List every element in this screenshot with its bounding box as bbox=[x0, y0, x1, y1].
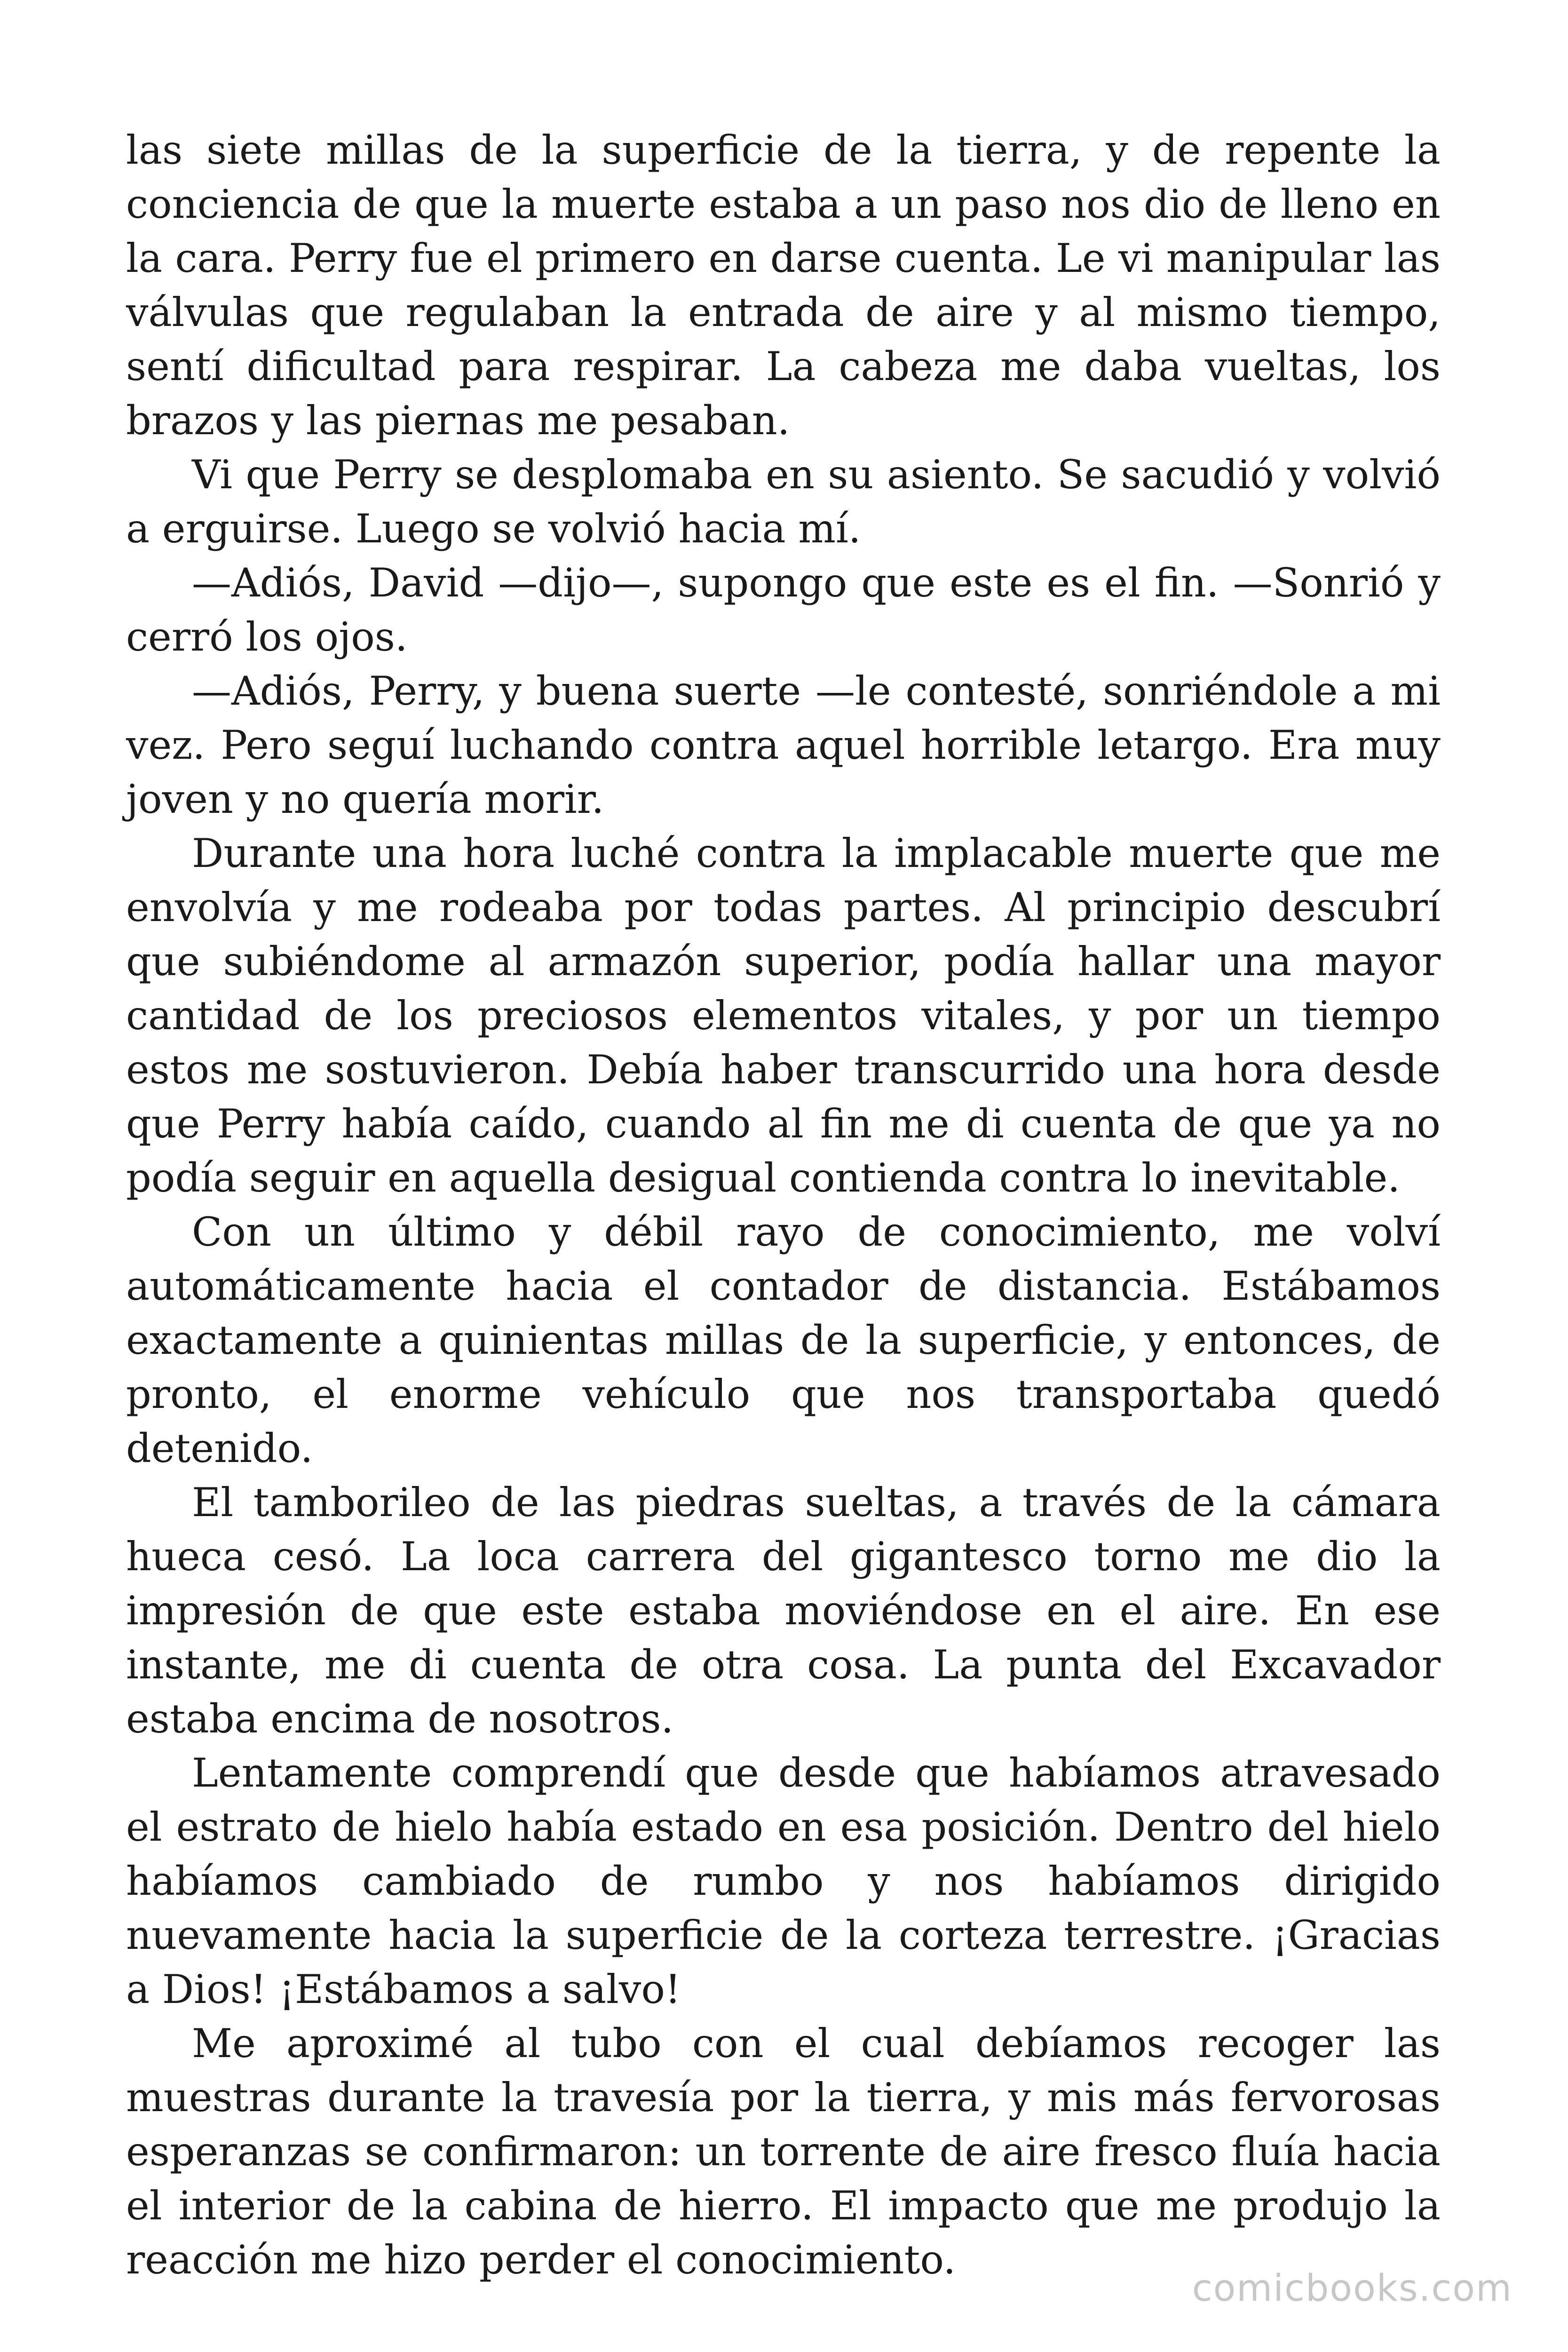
paragraph: —Adiós, David —dijo—, supongo que este es el fin. —Sonrió y cerró los ojos. bbox=[126, 560, 1441, 660]
paragraph: Durante una hora luché contra la implacable muerte que me envolvía y me rodeaba por todas partes. Al principio descubrí que subiéndome al armazón superior, podía hallar una mayor cantidad de los preciosos elementos vitales, y por un tiempo estos me sostuvieron. Debía haber transcurrido una hora desde que Perry había caído, cuando al fin me di cuenta de que ya no podía seguir en aquella desigual contienda contra lo inevitable. bbox=[126, 830, 1441, 1201]
paragraph: Con un último y débil rayo de conocimiento, me volví automáticamente hacia el contador de distancia. Estábamos exactamente a quinientas millas de la superficie, y entonces, de pronto, el enorme vehículo que nos transportaba quedó detenido. bbox=[126, 1209, 1441, 1471]
paragraph: Lentamente comprendí que desde que habíamos atravesado el estrato de hielo había estado en esa posición. Dentro del hielo habíamos cambiado de rumbo y nos habíamos dirigido nuevamente hacia la superficie de la corteza terrestre. ¡Gracias a Dios! ¡Estábamos a salvo! bbox=[126, 1750, 1441, 2012]
watermark: comicbooks.com bbox=[1192, 2267, 1513, 2310]
paragraph: las siete millas de la superficie de la tierra, y de repente la conciencia de que la muerte estaba a un paso nos dio de lleno en la cara. Perry fue el primero en darse cuenta. Le vi manipular las válvulas que regulaban la entrada de aire y al mismo tiempo, sentí dificultad para respirar. La cabeza me daba vueltas, los brazos y las piernas me pesaban. bbox=[126, 127, 1441, 444]
page-body bbox=[126, 123, 1441, 2287]
paragraph: Me aproximé al tubo con el cual debíamos recoger las muestras durante la travesía por la tierra, y mis más fervorosas esperanzas se confirmaron: un torrente de aire fresco fluía hacia el interior de la cabina de hierro. El impacto que me produjo la reacción me hizo perder el conocimiento. bbox=[126, 2020, 1441, 2283]
paragraph: Vi que Perry se desplomaba en su asiento. Se sacudió y volvió a erguirse. Luego se volvió hacia mí. bbox=[126, 452, 1441, 552]
paragraph: —Adiós, Perry, y buena suerte —le contesté, sonriéndole a mi vez. Pero seguí luchando contra aquel horrible letargo. Era muy joven y no quería morir. bbox=[126, 668, 1441, 822]
paragraph: El tamborileo de las piedras sueltas, a través de la cámara hueca cesó. La loca carrera del gigantesco torno me dio la impresión de que este estaba moviéndose en el aire. En ese instante, me di cuenta de otra cosa. La punta del Excavador estaba encima de nosotros. bbox=[126, 1479, 1441, 1742]
